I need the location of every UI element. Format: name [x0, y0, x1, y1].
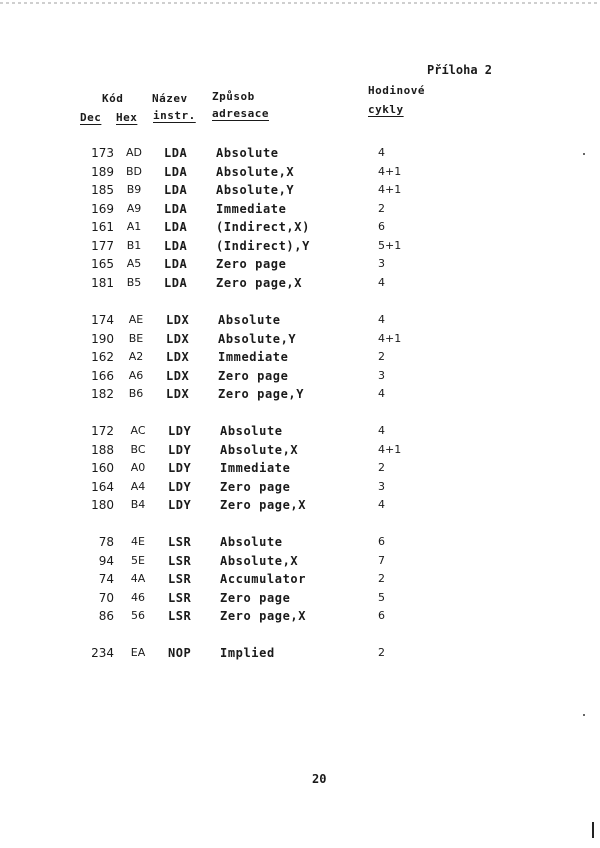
cell-dec: 165 — [91, 257, 114, 271]
cell-instr: LDA — [164, 257, 188, 271]
cell-instr: LDX — [166, 368, 190, 383]
scan-speck — [583, 153, 585, 155]
cell-cycles: 4+1 — [378, 331, 402, 345]
cell-cycles: 4 — [378, 424, 385, 437]
cell-hex: A6 — [128, 368, 144, 382]
table-row — [0, 183, 600, 201]
cell-instr: LDX — [166, 350, 190, 364]
cell-instr: LDA — [164, 220, 188, 234]
appendix-label: Příloha 2 — [427, 63, 493, 77]
cell-mode: Absolute — [216, 146, 279, 160]
header-adresace: adresace — [212, 107, 269, 120]
cell-cycles: 2 — [378, 461, 385, 474]
cell-mode: Immediate — [218, 350, 289, 364]
cell-cycles: 6 — [378, 535, 385, 548]
cell-cycles: 3 — [378, 257, 385, 270]
cell-mode: (Indirect),Y — [216, 238, 310, 253]
cell-instr: LSR — [168, 535, 192, 549]
table-row — [0, 609, 600, 627]
cell-cycles: 4 — [378, 146, 385, 159]
header-zpusob: Způsob — [212, 90, 255, 103]
cell-hex: BE — [128, 331, 144, 345]
cell-hex: 4A — [130, 572, 146, 585]
cell-cycles: 2 — [378, 201, 385, 215]
table-row — [0, 369, 600, 387]
cell-mode: Absolute — [220, 535, 283, 549]
scan-top-edge — [0, 2, 600, 4]
table-row — [0, 461, 600, 479]
table-row — [0, 276, 600, 294]
cell-cycles: 6 — [378, 609, 385, 622]
cell-mode: Absolute,X — [220, 553, 299, 568]
cell-cycles: 4+1 — [378, 164, 402, 178]
cell-mode: Zero page,X — [220, 498, 307, 512]
header-dec: Dec — [80, 111, 102, 124]
cell-dec: 166 — [91, 368, 114, 383]
cell-instr: LDY — [168, 424, 192, 438]
cell-dec: 162 — [91, 350, 114, 364]
table-row — [0, 257, 600, 275]
cell-cycles: 2 — [378, 350, 385, 363]
cell-mode: Zero page,X — [216, 275, 303, 290]
cell-cycles: 6 — [378, 220, 385, 233]
cell-dec: 160 — [91, 461, 114, 475]
cell-hex: AC — [130, 424, 146, 437]
cell-dec: 234 — [91, 646, 114, 660]
table-row — [0, 350, 600, 368]
header-cykly: cykly — [368, 103, 404, 116]
cell-hex: B4 — [130, 498, 146, 511]
cell-instr: LDY — [168, 498, 192, 512]
cell-instr: LDX — [166, 313, 190, 327]
cell-instr: LSR — [168, 590, 192, 605]
table-row — [0, 443, 600, 461]
cell-hex: 46 — [131, 590, 145, 604]
cell-dec: 177 — [91, 238, 114, 253]
header-kod: Kód — [102, 92, 124, 105]
cell-dec: 169 — [91, 201, 114, 216]
scan-speck — [583, 714, 585, 716]
cell-instr: LDY — [168, 442, 192, 457]
cell-dec: 86 — [98, 609, 114, 623]
table-row — [0, 535, 600, 553]
cell-dec: 181 — [91, 275, 114, 290]
cell-hex: AE — [128, 313, 144, 326]
cell-hex: B1 — [126, 238, 142, 252]
cell-hex: EA — [130, 646, 146, 659]
cell-instr: LDA — [164, 164, 188, 179]
cell-instr: LDY — [168, 479, 192, 494]
table-row — [0, 239, 600, 257]
cell-dec: 180 — [91, 498, 114, 512]
cell-cycles: 5 — [378, 590, 385, 604]
cell-cycles: 4 — [378, 275, 385, 289]
cell-dec: 173 — [91, 146, 114, 160]
cell-mode: Absolute — [220, 424, 283, 438]
cell-hex: A2 — [128, 350, 144, 363]
table-row — [0, 646, 600, 664]
table-row — [0, 313, 600, 331]
cell-mode: Zero page,Y — [218, 387, 305, 401]
cell-cycles: 4+1 — [378, 442, 402, 456]
cell-instr: LDY — [168, 461, 192, 475]
cell-cycles: 3 — [378, 479, 385, 493]
cell-mode: Implied — [220, 646, 275, 660]
cell-instr: LDA — [164, 275, 188, 290]
cell-dec: 94 — [98, 553, 114, 568]
cell-hex: A5 — [126, 257, 142, 270]
cell-hex: AD — [126, 146, 142, 159]
cell-instr: LDX — [166, 331, 190, 346]
cell-cycles: 2 — [378, 646, 385, 659]
cell-cycles: 4+1 — [378, 183, 402, 196]
cell-mode: Immediate — [216, 201, 287, 216]
cell-instr: NOP — [168, 646, 192, 660]
cell-hex: 56 — [131, 609, 145, 622]
cell-cycles: 7 — [378, 553, 385, 567]
cell-hex: A4 — [130, 479, 146, 493]
header-hodinove: Hodinové — [368, 84, 425, 97]
cell-dec: 174 — [91, 313, 114, 327]
table-row — [0, 424, 600, 442]
cell-hex: 4E — [131, 535, 145, 548]
cell-hex: B9 — [126, 183, 142, 196]
cell-hex: B6 — [128, 387, 144, 400]
cell-mode: Accumulator — [220, 572, 307, 586]
cell-mode: Absolute,Y — [218, 331, 297, 346]
cell-mode: Absolute — [218, 313, 281, 327]
cell-dec: 190 — [91, 331, 114, 346]
cell-cycles: 4 — [378, 498, 385, 511]
cell-hex: 5E — [131, 553, 145, 567]
cell-instr: LDA — [164, 201, 188, 216]
cell-mode: Immediate — [220, 461, 291, 475]
cell-dec: 185 — [91, 183, 114, 197]
cell-mode: Zero page — [220, 479, 291, 494]
header-instr: instr. — [153, 109, 196, 122]
cell-hex: A9 — [126, 201, 142, 215]
cell-mode: Absolute,X — [216, 164, 295, 179]
cell-instr: LSR — [168, 609, 192, 623]
cell-mode: Zero page — [220, 590, 291, 605]
cell-mode: Zero page — [218, 368, 289, 383]
cell-dec: 74 — [98, 572, 114, 586]
cell-mode: Zero page,X — [220, 609, 307, 623]
cell-dec: 189 — [91, 164, 114, 179]
cell-cycles: 4 — [378, 313, 385, 326]
cell-hex: A1 — [126, 220, 142, 233]
cell-instr: LSR — [168, 572, 192, 586]
table-row — [0, 554, 600, 572]
cell-mode: Absolute,Y — [216, 183, 295, 197]
cell-dec: 182 — [91, 387, 114, 401]
table-row — [0, 332, 600, 350]
table-row — [0, 220, 600, 238]
table-row — [0, 165, 600, 183]
cell-instr: LDA — [164, 146, 188, 160]
cell-instr: LDA — [164, 238, 188, 253]
cell-hex: A0 — [130, 461, 146, 474]
header-hex: Hex — [116, 111, 138, 124]
cell-instr: LDA — [164, 183, 188, 197]
cell-hex: BD — [125, 164, 143, 178]
table-row — [0, 387, 600, 405]
scan-mark — [592, 822, 594, 838]
table-row — [0, 146, 600, 164]
table-row — [0, 572, 600, 590]
cell-instr: LDX — [166, 387, 190, 401]
cell-hex: B5 — [126, 275, 142, 289]
cell-cycles: 2 — [378, 572, 385, 585]
header-nazev: Název — [152, 92, 188, 105]
cell-dec: 164 — [91, 479, 114, 494]
cell-dec: 70 — [98, 590, 114, 605]
cell-cycles: 5+1 — [378, 238, 402, 252]
cell-hex: BC — [130, 442, 146, 456]
table-row — [0, 480, 600, 498]
cell-dec: 172 — [91, 424, 114, 438]
page-number: 20 — [312, 772, 327, 786]
cell-dec: 78 — [98, 535, 114, 549]
cell-mode: (Indirect,X) — [216, 220, 310, 234]
cell-mode: Zero page — [216, 257, 287, 271]
cell-instr: LSR — [168, 553, 192, 568]
cell-dec: 161 — [91, 220, 114, 234]
table-row — [0, 202, 600, 220]
table-row — [0, 591, 600, 609]
cell-cycles: 4 — [378, 387, 385, 400]
table-row — [0, 498, 600, 516]
cell-mode: Absolute,X — [220, 442, 299, 457]
cell-dec: 188 — [91, 442, 114, 457]
cell-cycles: 3 — [378, 368, 385, 382]
